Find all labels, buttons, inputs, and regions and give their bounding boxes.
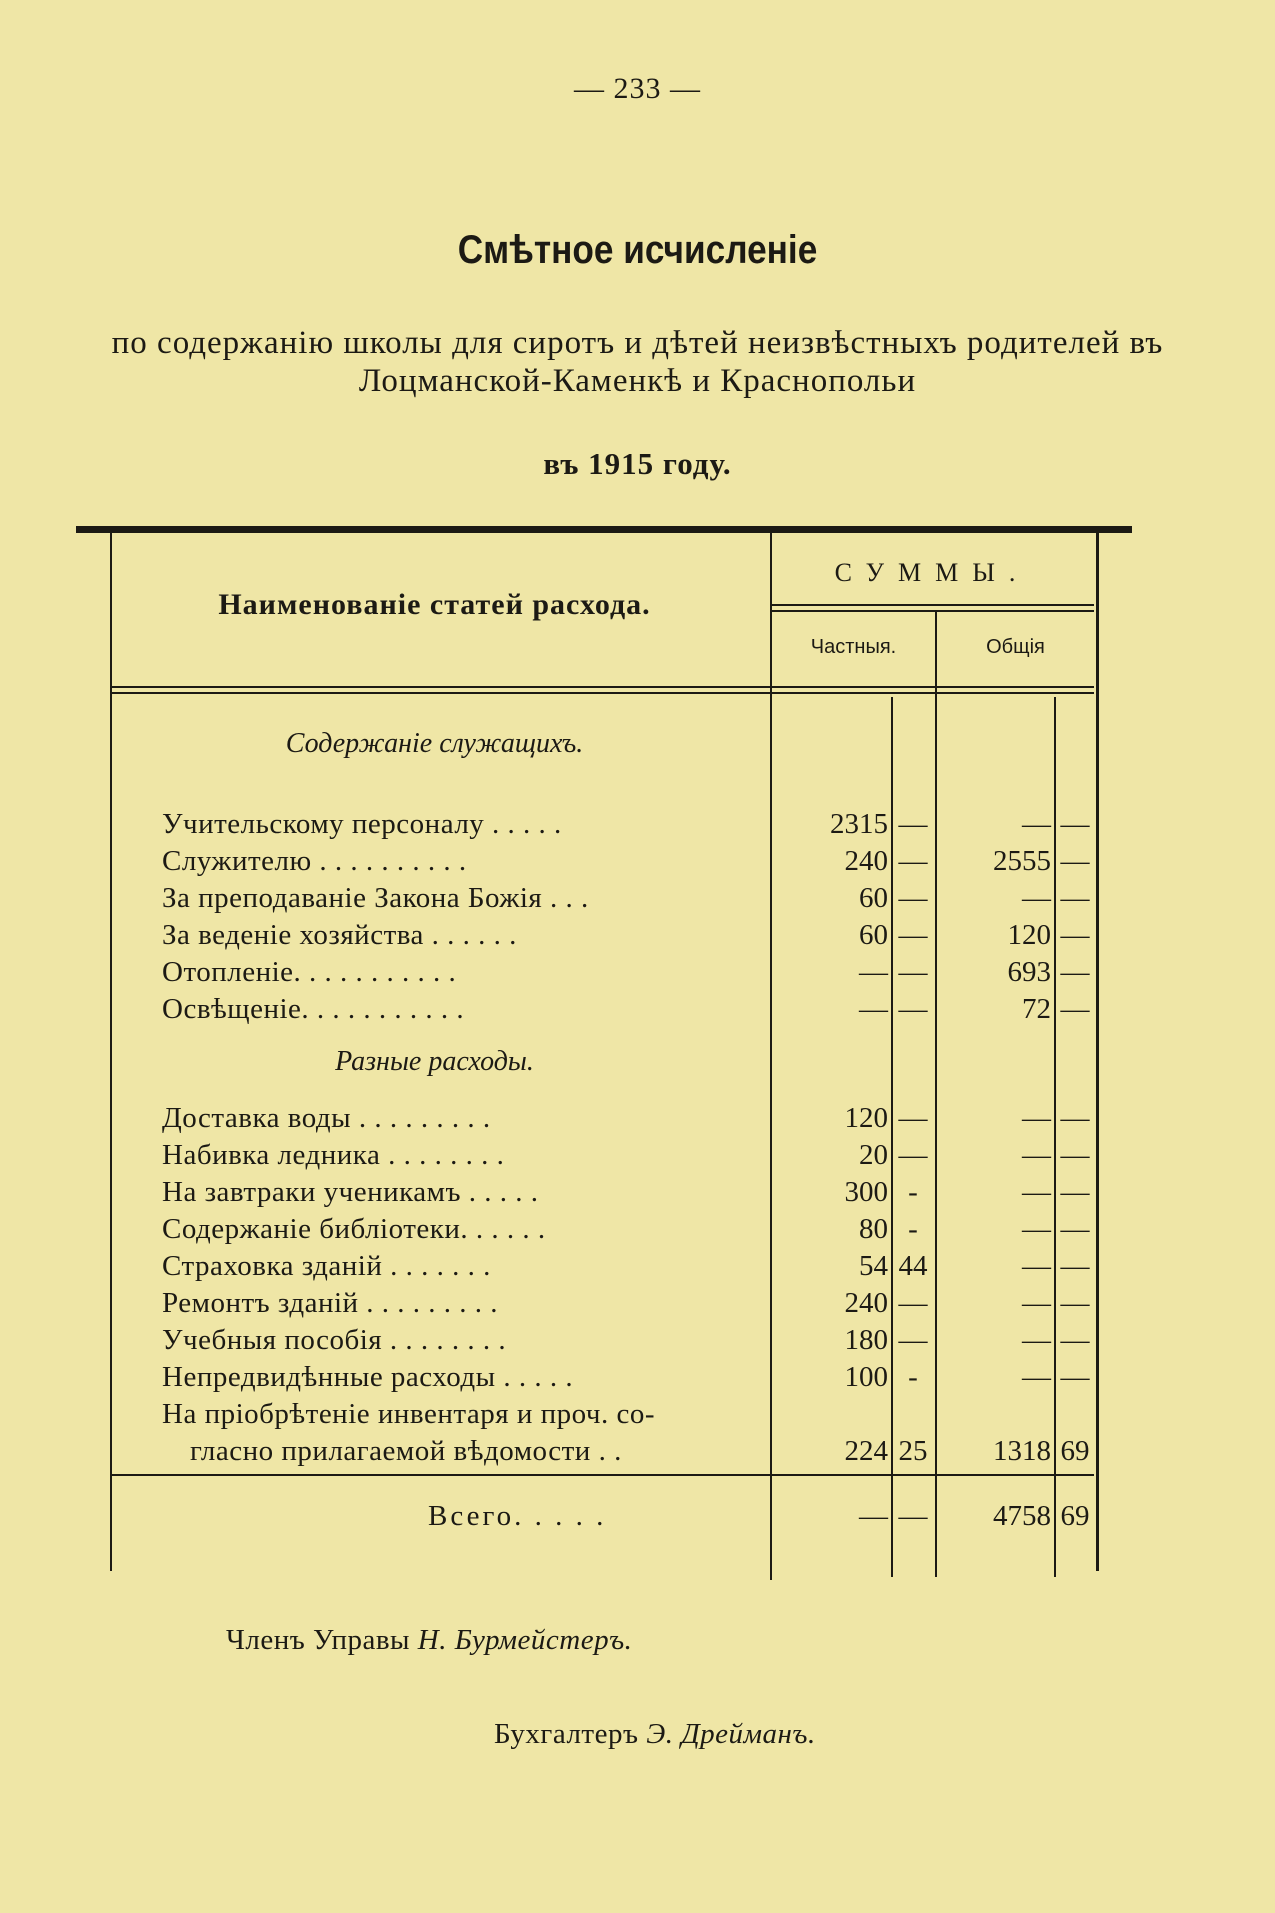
general-rubles: —: [1022, 882, 1051, 914]
row-label: Доставка воды . . . . . . . . .: [162, 1102, 491, 1134]
general-kopecks: —: [1060, 956, 1090, 988]
row-label: На завтраки ученикамъ . . . . .: [162, 1176, 539, 1208]
section-heading: Разные расходы.: [335, 1046, 534, 1077]
table-row: [0, 1248, 1275, 1285]
general-kopecks: —: [1060, 1287, 1090, 1319]
private-kopecks: —: [898, 1139, 928, 1171]
private-rubles: 240: [844, 1287, 888, 1319]
member-signature: [226, 1624, 632, 1657]
row-label: Страховка зданій . . . . . . .: [162, 1250, 491, 1282]
table-row: [0, 880, 1275, 917]
private-rubles: 300: [844, 1176, 888, 1208]
private-kopecks: —: [898, 956, 928, 988]
total-label: Всего. . . . .: [428, 1500, 607, 1532]
general-rubles: —: [1022, 1250, 1051, 1282]
row-label: Освѣщеніе. . . . . . . . . . .: [162, 993, 465, 1025]
general-rubles: —: [1022, 1213, 1051, 1245]
total-private-kopecks: —: [898, 1500, 928, 1532]
table-row: [0, 954, 1275, 991]
member-title: Членъ Управы: [226, 1624, 411, 1656]
row-label: Непредвидѣнные расходы . . . . .: [162, 1361, 574, 1393]
private-kopecks: 44: [898, 1250, 928, 1282]
general-rubles: —: [1022, 1176, 1051, 1208]
row-label: Отопленіе. . . . . . . . . . .: [162, 956, 457, 988]
table-sums-rule: [772, 604, 1094, 606]
general-kopecks: —: [1060, 1250, 1090, 1282]
total-row: [0, 1498, 1275, 1535]
page-number: — 233 —: [574, 72, 701, 105]
total-general-kopecks: 69: [1060, 1500, 1090, 1532]
general-rubles: —: [1022, 1139, 1051, 1171]
row-label: Учительскому персоналу . . . . .: [162, 808, 562, 840]
general-rubles: —: [1022, 1287, 1051, 1319]
private-rubles: 100: [844, 1361, 888, 1393]
general-kopecks: —: [1060, 808, 1090, 840]
document-title: Смѣтное исчисленіе: [457, 228, 818, 272]
private-kopecks: —: [898, 845, 928, 877]
table-row: [0, 917, 1275, 954]
general-rubles: 2555: [993, 845, 1051, 877]
private-kopecks: —: [898, 1287, 928, 1319]
general-kopecks: —: [1060, 1324, 1090, 1356]
private-rubles: 20: [859, 1139, 888, 1171]
table-top-rule: [76, 526, 1132, 533]
table-row: [0, 1137, 1275, 1174]
private-kopecks: —: [898, 919, 928, 951]
document-year: въ 1915 году.: [543, 446, 732, 481]
row-label: Содержаніе библіотеки. . . . . .: [162, 1213, 546, 1245]
accountant-name: Э. Дрейманъ.: [646, 1718, 816, 1750]
private-rubles: —: [859, 956, 888, 988]
table-row: [0, 843, 1275, 880]
table-row: [0, 806, 1275, 843]
private-rubles: 224: [844, 1435, 888, 1467]
row-label: За веденіе хозяйства . . . . . .: [162, 919, 517, 951]
table-row: [0, 1433, 1275, 1470]
general-rubles: 72: [1022, 993, 1051, 1025]
general-rubles: 120: [1007, 919, 1051, 951]
total-private-rubles: —: [859, 1500, 888, 1532]
member-name: Н. Бурмейстеръ.: [417, 1624, 633, 1656]
general-rubles: —: [1022, 1102, 1051, 1134]
private-kopecks: —: [898, 1324, 928, 1356]
private-kopecks: 25: [898, 1435, 928, 1467]
general-kopecks: —: [1060, 1361, 1090, 1393]
private-kopecks: —: [898, 1102, 928, 1134]
private-kopecks: —: [898, 993, 928, 1025]
row-label: Учебныя пособія . . . . . . . .: [162, 1324, 507, 1356]
general-kopecks: —: [1060, 919, 1090, 951]
document-subtitle: по содержанію школы для сиротъ и дѣтей неизвѣстныхъ родителей въ Лоцманской-Каменкѣ и Краснопольи: [111, 325, 1164, 399]
private-rubles: —: [859, 993, 888, 1025]
general-rubles: —: [1022, 1324, 1051, 1356]
table-header-rule: [112, 686, 1094, 688]
total-general-rubles: 4758: [993, 1500, 1051, 1532]
row-label: гласно прилагаемой вѣдомости . .: [190, 1435, 622, 1467]
table-row: [0, 1359, 1275, 1396]
private-rubles: 2315: [830, 808, 888, 840]
general-kopecks: —: [1060, 1176, 1090, 1208]
row-label: На пріобрѣтеніе инвентаря и проч. со-: [162, 1398, 655, 1430]
header-general: Общія: [986, 636, 1045, 658]
section-heading: Содержаніе служащихъ.: [285, 728, 584, 759]
table-total-rule: [112, 1474, 1094, 1476]
table-row: [0, 1211, 1275, 1248]
private-kopecks: -: [908, 1213, 918, 1245]
general-kopecks: —: [1060, 1139, 1090, 1171]
accountant-signature: [494, 1718, 816, 1751]
private-rubles: 240: [844, 845, 888, 877]
accountant-title: Бухгалтеръ: [494, 1718, 639, 1750]
private-rubles: 80: [859, 1213, 888, 1245]
row-label: За преподаваніе Закона Божія . . .: [162, 882, 589, 914]
general-kopecks: —: [1060, 1213, 1090, 1245]
header-sums: СУММЫ.: [834, 558, 1030, 587]
general-kopecks: —: [1060, 993, 1090, 1025]
table-row: [0, 1174, 1275, 1211]
table-sums-rule: [772, 610, 1094, 612]
private-rubles: 60: [859, 882, 888, 914]
table-header-rule: [112, 692, 1094, 694]
private-kopecks: —: [898, 882, 928, 914]
row-label: Ремонтъ зданій . . . . . . . . .: [162, 1287, 499, 1319]
row-label: Набивка ледника . . . . . . . .: [162, 1139, 505, 1171]
header-expense-items: Наименованіе статей расхода.: [218, 588, 651, 621]
general-rubles: —: [1022, 1361, 1051, 1393]
table-row: [0, 991, 1275, 1028]
table-row: [0, 1322, 1275, 1359]
table-row: [0, 1100, 1275, 1137]
private-rubles: 54: [859, 1250, 888, 1282]
general-kopecks: —: [1060, 845, 1090, 877]
private-kopecks: -: [908, 1176, 918, 1208]
private-kopecks: -: [908, 1361, 918, 1393]
private-rubles: 60: [859, 919, 888, 951]
general-rubles: 693: [1007, 956, 1051, 988]
general-rubles: —: [1022, 808, 1051, 840]
general-kopecks: —: [1060, 882, 1090, 914]
header-private: Частныя.: [810, 636, 897, 658]
row-label: Служителю . . . . . . . . . .: [162, 845, 467, 877]
private-kopecks: —: [898, 808, 928, 840]
private-rubles: 180: [844, 1324, 888, 1356]
general-rubles: 1318: [993, 1435, 1051, 1467]
table-row: [0, 1396, 1275, 1433]
private-rubles: 120: [844, 1102, 888, 1134]
general-kopecks: 69: [1060, 1435, 1090, 1467]
table-row: [0, 1285, 1275, 1322]
general-kopecks: —: [1060, 1102, 1090, 1134]
